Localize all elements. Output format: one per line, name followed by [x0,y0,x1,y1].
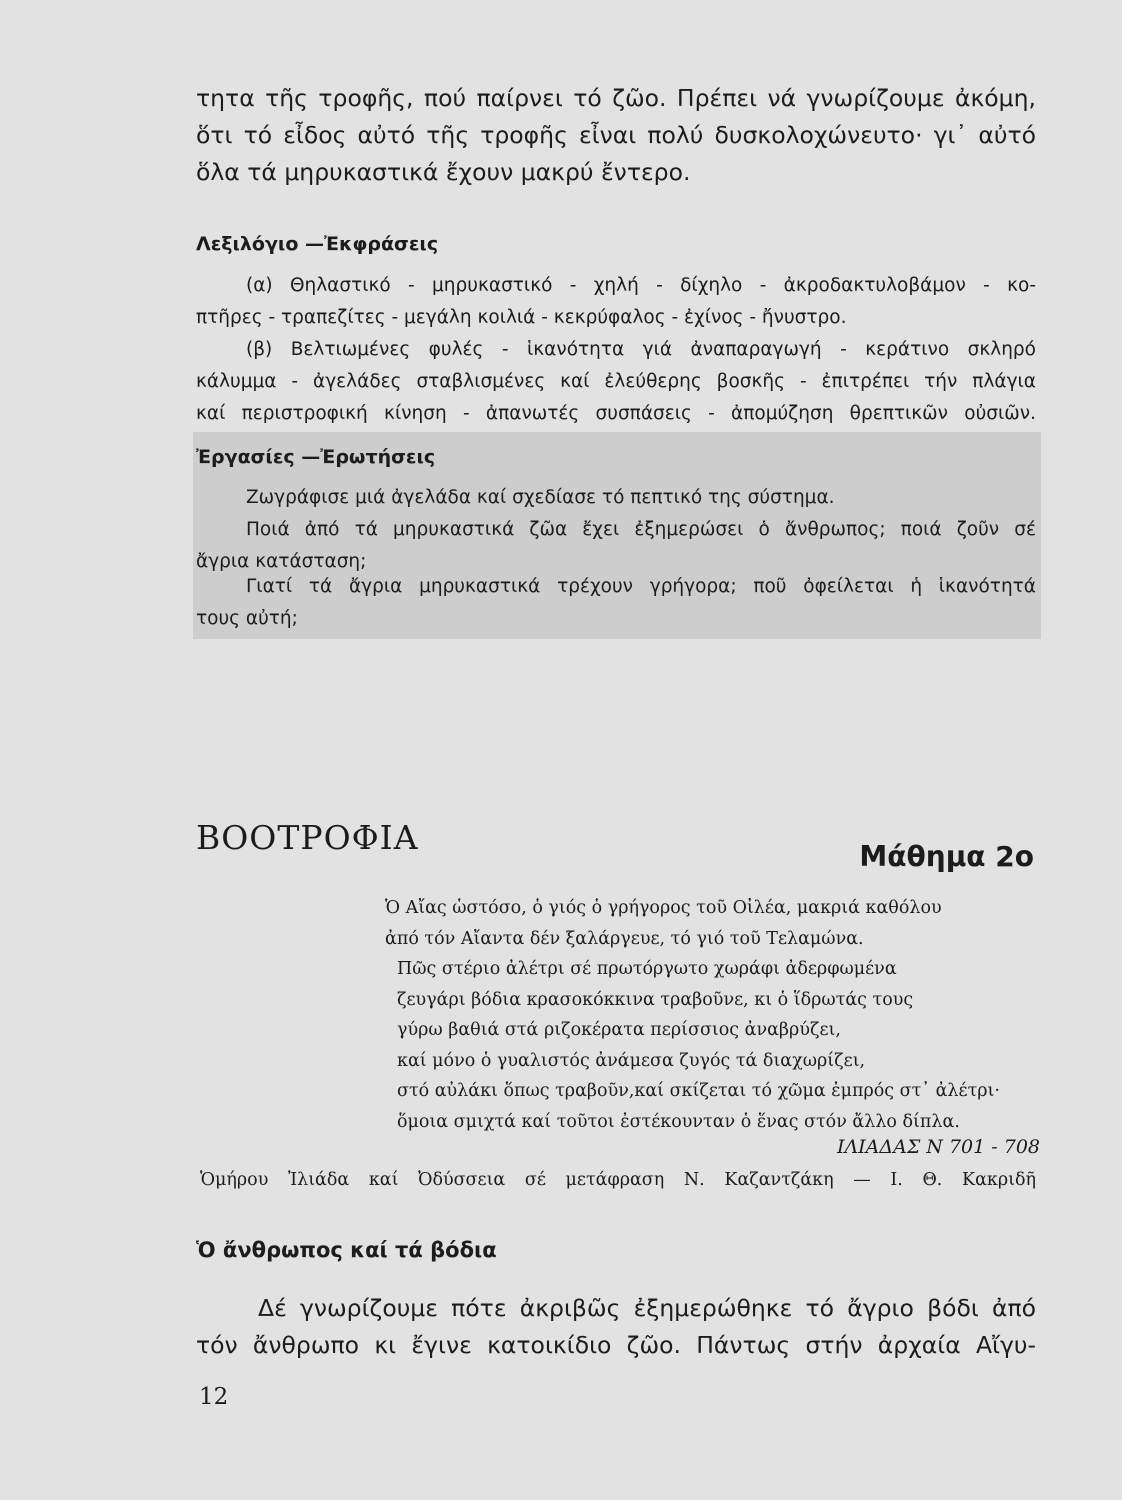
top-paragraph [196,80,1036,191]
vocabulary-list-b [196,334,1036,430]
vocabulary-list-a [196,270,1036,334]
poem-line: γύρω βαθιά στά ριζοκέρατα περίσσιος ἀναβρύζει, [397,1020,841,1040]
text-line: (β) Βελτιωμένες φυλές - ἱκανότητα γιά ἀναπαραγωγή - κεράτινο σκληρό [246,339,1036,360]
text-line: τητα τῆς τροφῆς, πού παίρνει τό ζῶο. Πρέπει νά γνωρίζουμε ἀκόμη, [196,84,1036,112]
text-line: Ποιά ἀπό τά μηρυκαστικά ζῶα ἔχει ἐξημερώσει ὁ ἄνθρωπος; ποιά ζοῦν σέ [246,519,1036,540]
poem-line: στό αὐλάκι ὅπως τραβοῦν,καί σκίζεται τό χῶμα ἐμπρός στ᾽ ἀλέτρι· [397,1081,1000,1101]
poem-excerpt [385,893,1040,1137]
exercise-question-1 [196,482,1036,514]
text-line: (α) Θηλαστικό - μηρυκαστικό - χηλή - δίχηλο - ἀκροδακτυλοβάμον - κο- [246,275,1036,296]
poem-source: ΙΛΙΑΔΑΣ Ν 701 - 708 [836,1136,1040,1158]
text-line: ἄγρια κατάσταση; [196,551,367,572]
text-line: Δέ γνωρίζουμε πότε ἀκριβῶς ἐξημερώθηκε τό ἄγριο βόδι ἀπό [258,1294,1036,1322]
text-line: ὅλα τά μηρυκαστικά ἔχουν μακρύ ἔντερο. [196,158,691,186]
poem-line: Πῶς στέριο ἀλέτρι σέ πρωτόργωτο χωράφι ἀδερφωμένα [397,959,897,979]
poem-line: ζευγάρι βόδια κρασοκόκκινα τραβοῦνε, κι ὁ ἵδρωτάς τους [397,989,914,1010]
page-number: 12 [199,1384,229,1410]
translation-credit: Ὁμήρου Ἰλιάδα καί Ὀδύσσεια σέ μετάφραση Ν. Καζαντζάκη — Ι. Θ. Κακριδῆ [200,1170,1036,1190]
text-line: πτῆρες - τραπεζίτες - μεγάλη κοιλιά - κεκρύφαλος - ἐχίνος - ἤνυστρο. [196,307,847,328]
poem-line: ἀπό τόν Αἴαντα δέν ξαλάργευε, τό γιό τοῦ Τελαμώνα. [385,928,864,949]
text-line: κάλυμμα - ἀγελάδες σταβλισμένες καί ἐλεύθερης βοσκῆς - ἐπιτρέπει τήν πλάγια [196,371,1036,392]
section-heading: Ὁ ἄνθρωπος καί τά βόδια [196,1238,497,1262]
lesson-title: ΒΟΟΤΡΟΦΙΑ [196,818,419,857]
text-line: τους αὐτή; [196,608,298,629]
text-line: τόν ἄνθρωπο κι ἔγινε κατοικίδιο ζῶο. Πάντως στήν ἀρχαία Αἴγυ- [196,1331,1036,1359]
poem-line: καί μόνο ὁ γυαλιστός ἀνάμεσα ζυγός τά διαχωρίζει, [397,1050,866,1071]
exercise-question-2 [196,514,1036,578]
text-line: καί περιστροφική κίνηση - ἀπανωτές συσπάσεις - ἀπομύζηση θρεπτικῶν οὐσιῶν. [196,403,1036,424]
section-paragraph [196,1290,1036,1364]
exercise-question-3 [196,571,1036,635]
lesson-number: Μάθημα 2ο [859,840,1034,873]
exercises-heading: Ἐργασίες —Ἐρωτήσεις [196,446,436,468]
poem-line: Ὁ Αἴας ὡστόσο, ὁ γιός ὁ γρήγορος τοῦ Οἰλέα, μακριά καθόλου [385,898,942,918]
vocabulary-heading: Λεξιλόγιο —Ἐκφράσεις [196,233,439,255]
poem-line: ὅμοια σμιχτά καί τοῦτοι ἐστέκουνταν ὁ ἕνας στόν ἄλλο δίπλα. [397,1111,960,1132]
text-line: Ζωγράφισε μιά ἀγελάδα καί σχεδίασε τό πεπτικό της σύστημα. [246,487,835,508]
text-line: Γιατί τά ἄγρια μηρυκαστικά τρέχουν γρήγορα; ποῦ ὀφείλεται ἡ ἱκανότητά [246,576,1036,597]
text-line: ὅτι τό εἶδος αὐτό τῆς τροφῆς εἶναι πολύ δυσκολοχώνευτο· γι᾽ αὐτό [196,121,1036,149]
